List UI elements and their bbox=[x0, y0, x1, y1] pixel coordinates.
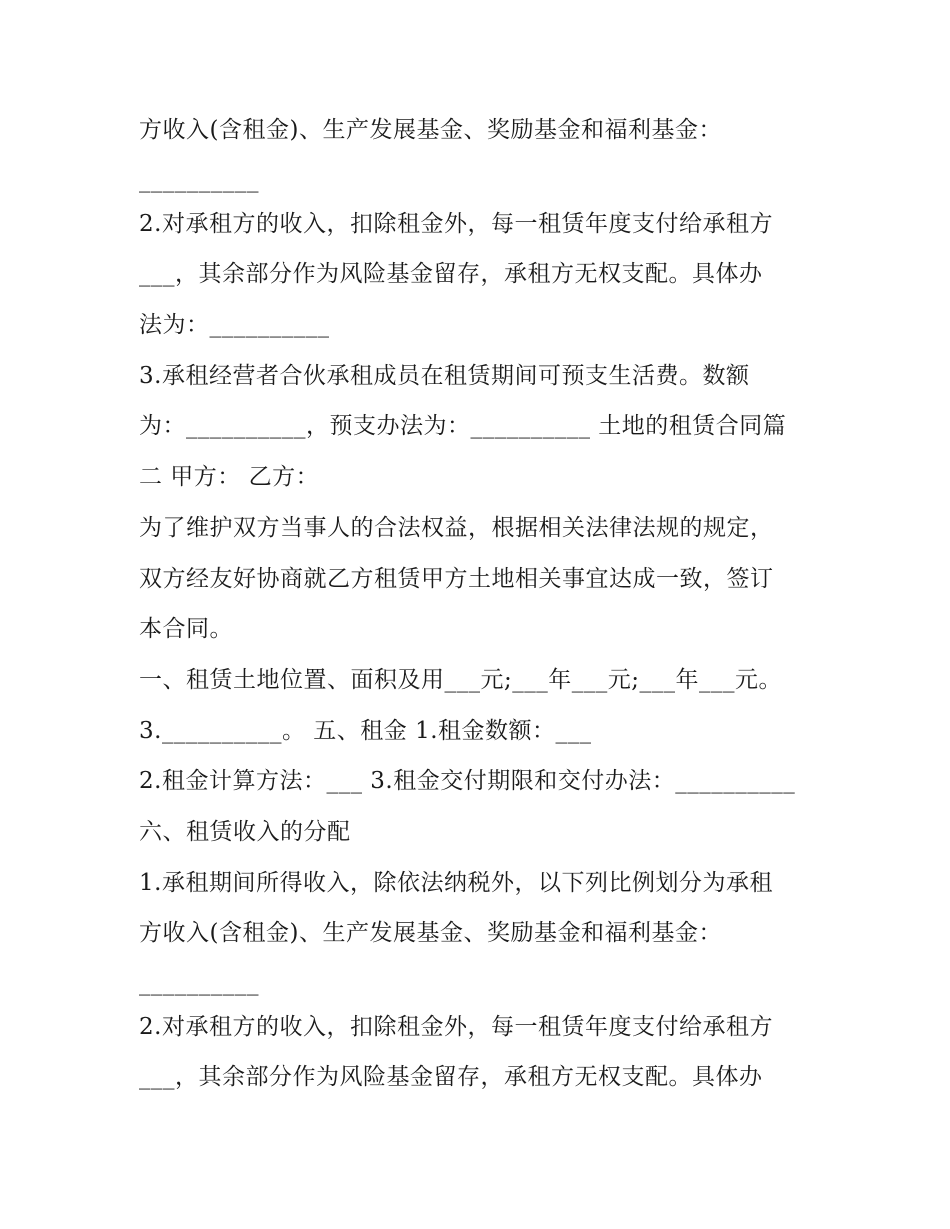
text-line: __________ bbox=[139, 167, 259, 193]
text-line: 一、租赁土地位置、面积及用___元;___年___元;___年___元。 bbox=[139, 667, 782, 693]
text-line: 本合同。 bbox=[139, 616, 233, 642]
text-line: ___，其余部分作为风险基金留存，承租方无权支配。具体办 bbox=[139, 1064, 763, 1090]
text-line: 为了维护双方当事人的合法权益，根据相关法律法规的规定， bbox=[139, 515, 774, 541]
text-line: 双方经友好协商就乙方租赁甲方土地相关事宜达成一致，签订 bbox=[139, 566, 774, 592]
text-line: 3.__________。 五、租金 1.租金数额：___ bbox=[139, 718, 592, 744]
text-line: 二 甲方： 乙方： bbox=[139, 464, 320, 490]
text-line: 2.对承租方的收入，扣除租金外，每一租赁年度支付给承租方 bbox=[139, 1014, 773, 1040]
text-line: 2.对承租方的收入，扣除租金外，每一租赁年度支付给承租方 bbox=[139, 211, 773, 237]
text-line: 为：__________，预支办法为：__________ 土地的租赁合同篇 bbox=[139, 413, 787, 439]
text-line: 方收入(含租金)、生产发展基金、奖励基金和福利基金： bbox=[139, 920, 722, 946]
text-line: ___，其余部分作为风险基金留存，承租方无权支配。具体办 bbox=[139, 261, 763, 287]
text-line: __________ bbox=[139, 970, 259, 996]
text-line: 2.租金计算方法：___ 3.租金交付期限和交付办法：__________ bbox=[139, 768, 796, 794]
text-line: 法为：__________ bbox=[139, 312, 330, 338]
text-line: 方收入(含租金)、生产发展基金、奖励基金和福利基金： bbox=[139, 117, 722, 143]
text-line: 1.承租期间所得收入，除依法纳税外，以下列比例划分为承租 bbox=[139, 870, 773, 896]
text-line: 3.承租经营者合伙承租成员在租赁期间可预支生活费。数额 bbox=[139, 363, 750, 389]
text-line: 六、租赁收入的分配 bbox=[139, 819, 351, 845]
